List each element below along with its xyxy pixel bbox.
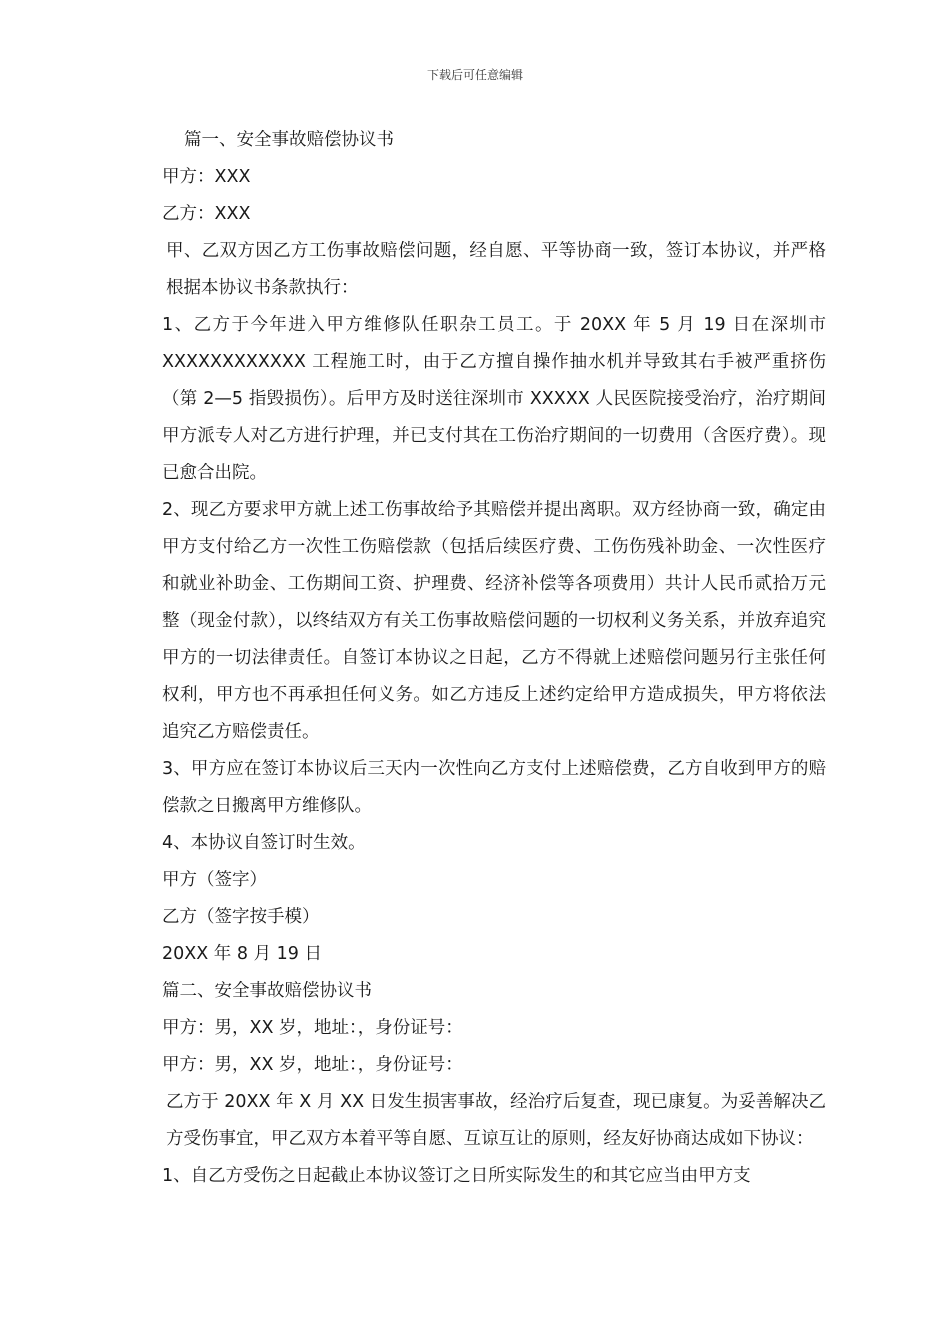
document-body [146,122,826,1195]
clause-3: 3、甲方应在签订本协议后三天内一次性向乙方支付上述赔偿费，乙方自收到甲方的赔偿款之日搬离甲方维修队。 [162,759,826,816]
clause-4: 4、本协议自签订时生效。 [162,833,366,853]
party-b-line: 乙方：XXX [162,204,251,224]
intro-paragraph-1: 甲、乙双方因乙方工伤事故赔偿问题，经自愿、平等协商一致，签订本协议，并严格根据本协议书条款执行： [166,241,826,298]
party-a-line-2: 甲方：男，XX 岁，地址：，身份证号： [162,1018,463,1038]
signature-party-b: 乙方（签字按手模） [162,907,320,927]
party-a-line: 甲方：XXX [162,167,251,187]
page-header: 下载后可任意编辑 [426,68,523,82]
signature-party-a: 甲方（签字） [162,870,267,890]
signing-date: 20XX 年 8 月 19 日 [162,944,322,964]
clause-5: 1、自乙方受伤之日起截止本协议签订之日所实际发生的和其它应当由甲方支 [162,1166,751,1186]
clause-2: 2、现乙方要求甲方就上述工伤事故给予其赔偿并提出离职。双方经协商一致，确定由甲方支付给乙方一次性工伤赔偿款（包括后续医疗费、工伤伤残补助金、一次性医疗和就业补助金、工伤期间工资、护理费、经济补偿等各项费用）共计人民币贰拾万元整（现金付款），以终结双方有关工伤事故赔偿问题的一切权利义务关系，并放弃追究甲方的一切法律责任。自签订本协议之日起，乙方不得就上述赔偿问题另行主张任何权利，甲方也不再承担任何义务。如乙方违反上述约定给甲方造成损失，甲方将依法追究乙方赔偿责任。 [162,500,826,742]
intro-paragraph-2: 乙方于 20XX 年 X 月 XX 日发生损害事故，经治疗后复查，现已康复。为妥善解决乙方受伤事宜，甲乙双方本着平等自愿、互谅互让的原则，经友好协商达成如下协议： [166,1092,826,1149]
section-title-2: 篇二、安全事故赔偿协议书 [162,981,372,1001]
clause-1: 1、乙方于今年进入甲方维修队任职杂工员工。于 20XX 年 5 月 19 日在深圳市 XXXXXXXXXXXX 工程施工时，由于乙方擅自操作抽水机并导致其右手被严重挤伤（第 2—5 指毁损伤）。后甲方及时送往深圳市 XXXXX 人民医院接受治疗，治疗期间甲方派专人对乙方进行护理，并已支付其在工伤治疗期间的一切费用（含医疗费）。现已愈合出院。 [162,315,826,483]
section-title-1: 篇一、安全事故赔偿协议书 [184,130,394,150]
party-a-line-3: 甲方：男，XX 岁，地址：，身份证号： [162,1055,463,1075]
